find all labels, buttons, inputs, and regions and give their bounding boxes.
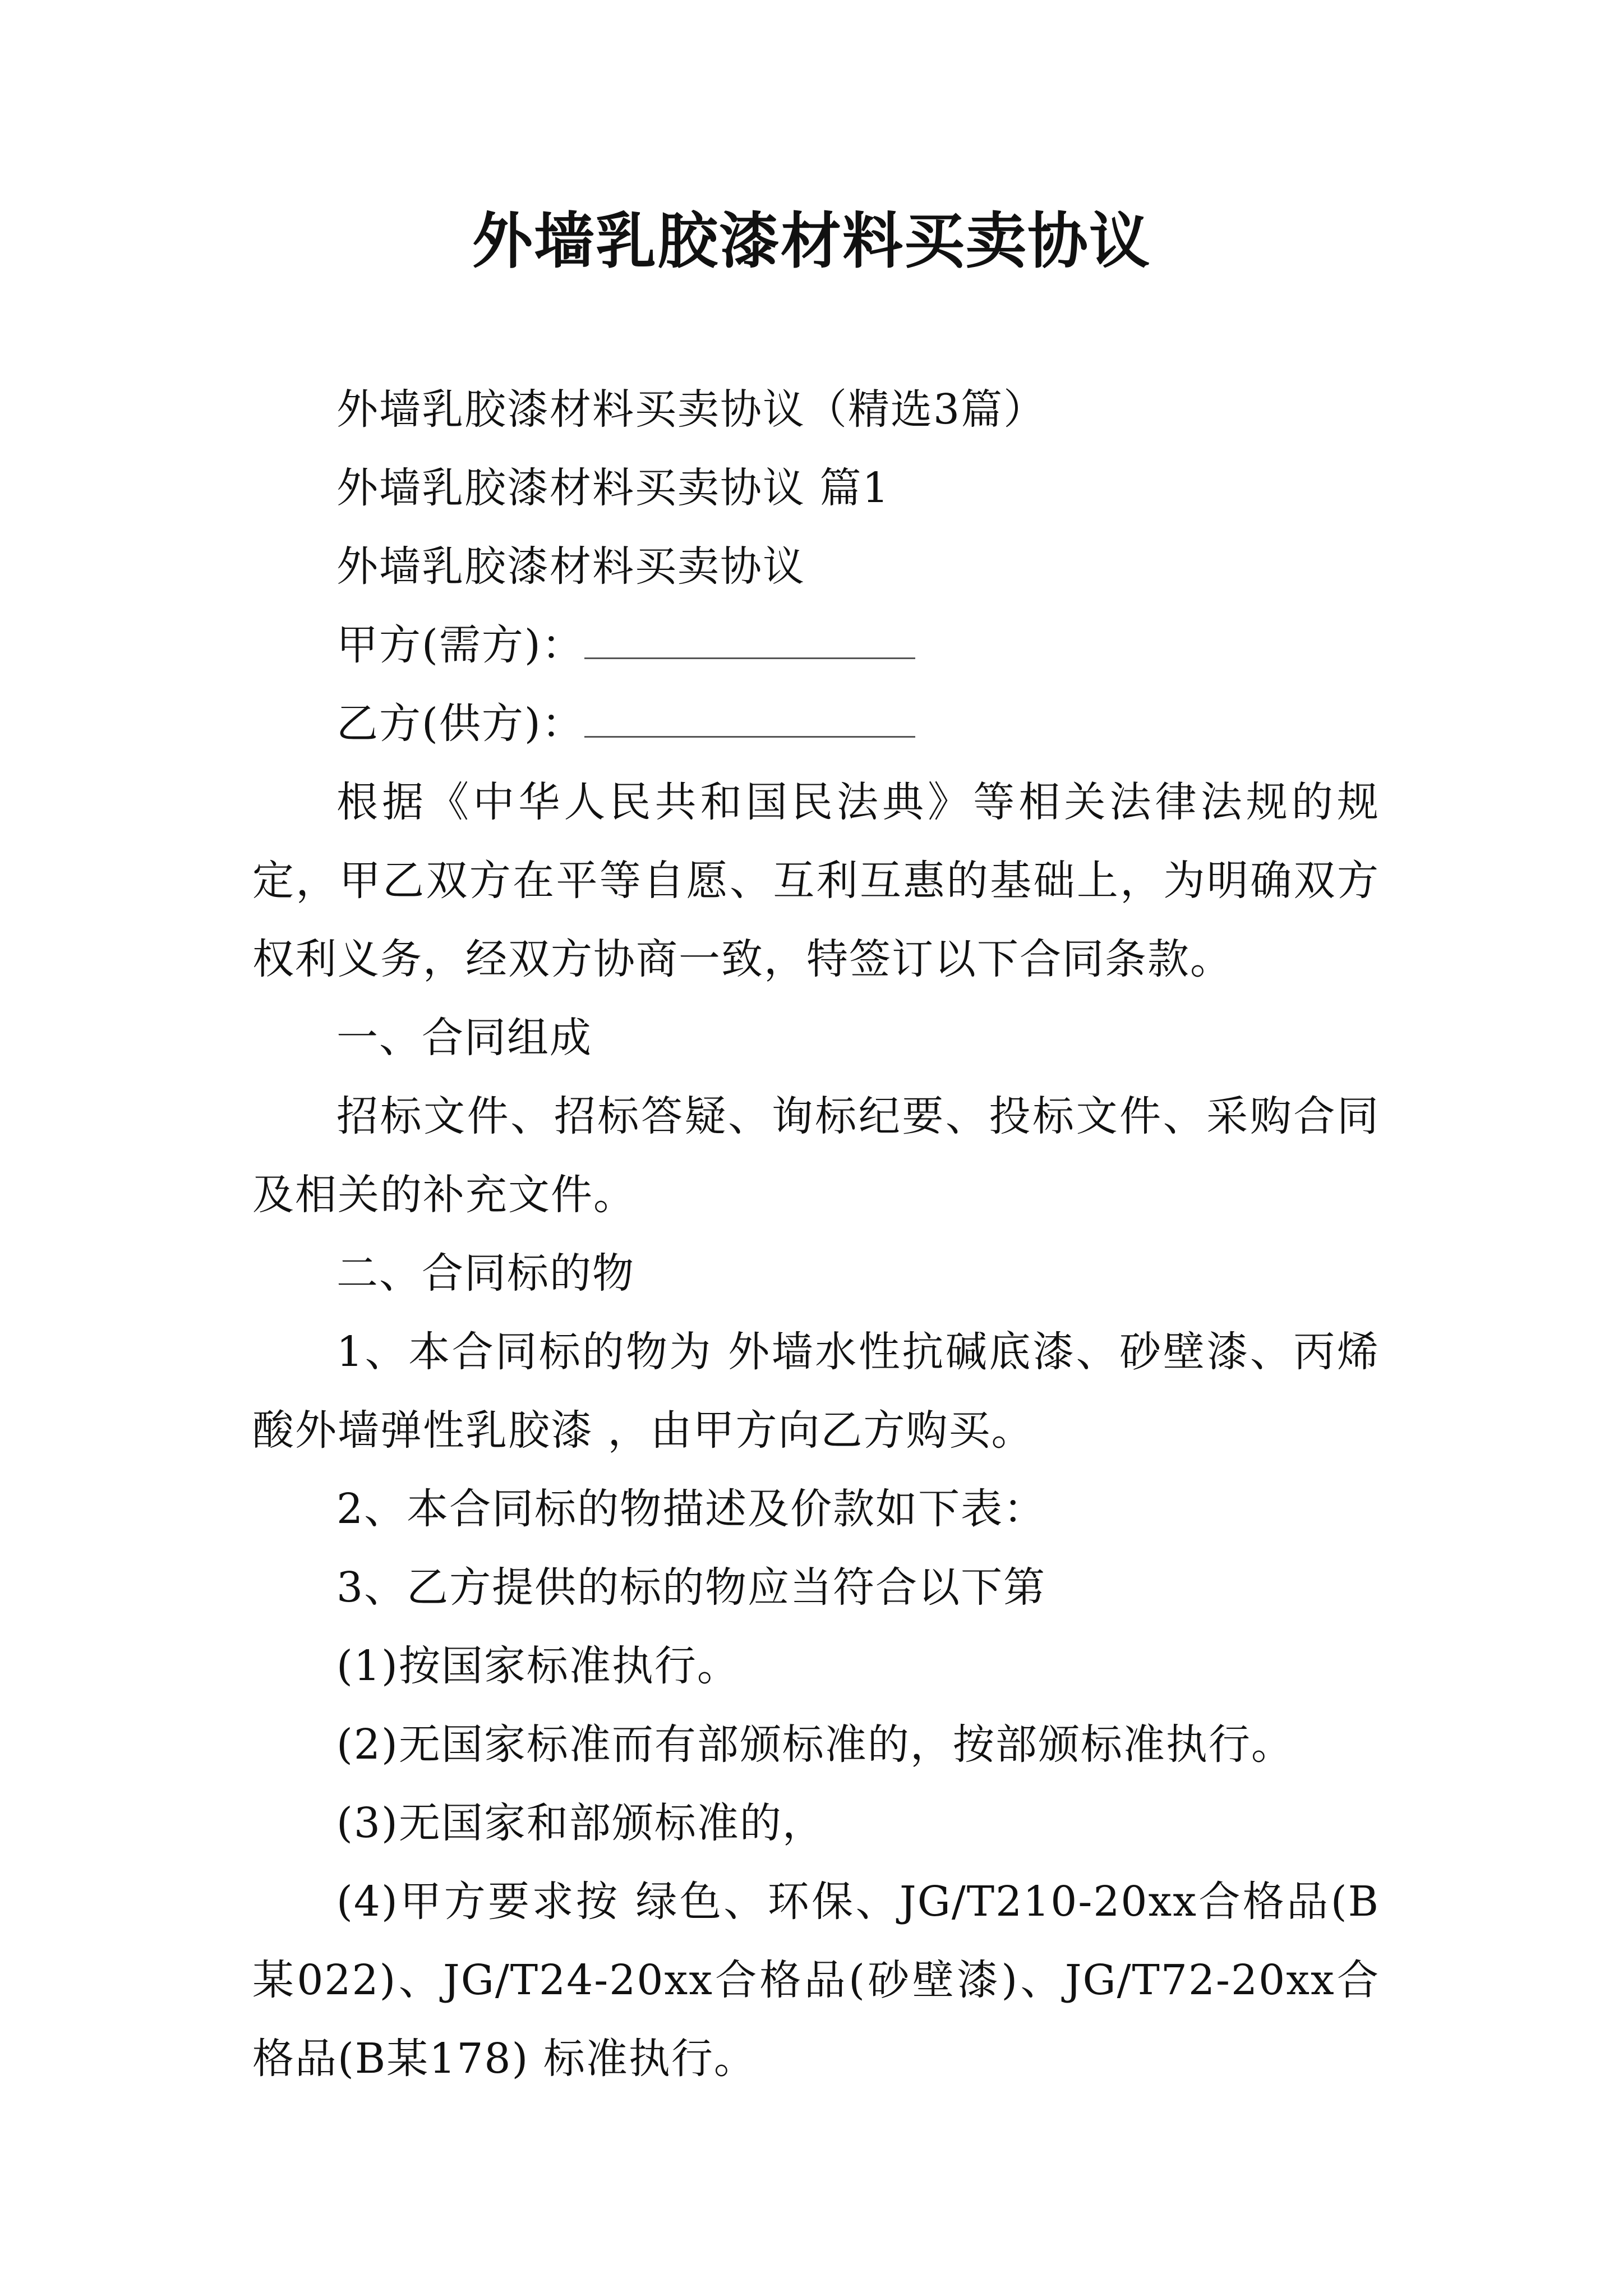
sub-item-4: (4)甲方要求按 绿色、环保、JG/T210-20xx合格品(B某022)、JG/T24-20xx合格品(砂壁漆)、JG/T72-20xx合格品(B某178) 标准执行。 [252, 1878, 1380, 2083]
item3-paragraph: 3、乙方提供的标的物应当符合以下第 [336, 1563, 1046, 1612]
section1-paragraph: 招标文件、招标答疑、询标纪要、投标文件、采购合同及相关的补充文件。 [252, 1092, 1380, 1219]
preamble-paragraph: 根据《中华人民共和国民法典》等相关法律法规的规定，甲乙双方在平等自愿、互利互惠的基础上，为明确双方权利义务，经双方协商一致，特签订以下合同条款。 [252, 778, 1380, 983]
party-a-label: 甲方(需方)： [336, 621, 584, 669]
party-b-label: 乙方(供方)： [336, 700, 584, 748]
document-title: 外墙乳胶漆材料买卖协议 [472, 206, 1151, 277]
document-subtitle: 外墙乳胶漆材料买卖协议（精选3篇） [336, 385, 1046, 434]
document-body [252, 370, 1380, 2098]
sub-item-2: (2)无国家标准而有部颁标准的，按部颁标准执行。 [336, 1720, 1294, 1769]
section1-heading: 一、合同组成 [336, 1014, 592, 1062]
party-b-blank[interactable] [584, 697, 915, 738]
sub-item-1: (1)按国家标准执行。 [336, 1642, 740, 1690]
chapter-heading: 外墙乳胶漆材料买卖协议 篇1 [336, 464, 890, 512]
party-a-line [252, 606, 1380, 684]
party-a-blank[interactable] [584, 618, 915, 659]
agreement-name: 外墙乳胶漆材料买卖协议 [336, 542, 805, 591]
item2-paragraph: 2、本合同标的物描述及价款如下表： [336, 1485, 1046, 1533]
item1-paragraph: 1、本合同标的物为 外墙水性抗碱底漆、砂壁漆、丙烯酸外墙弹性乳胶漆 ，由甲方向乙方购买。 [252, 1328, 1380, 1455]
sub-item-3: (3)无国家和部颁标准的， [336, 1799, 825, 1847]
party-b-line [252, 684, 1380, 763]
section2-heading: 二、合同标的物 [336, 1249, 635, 1297]
